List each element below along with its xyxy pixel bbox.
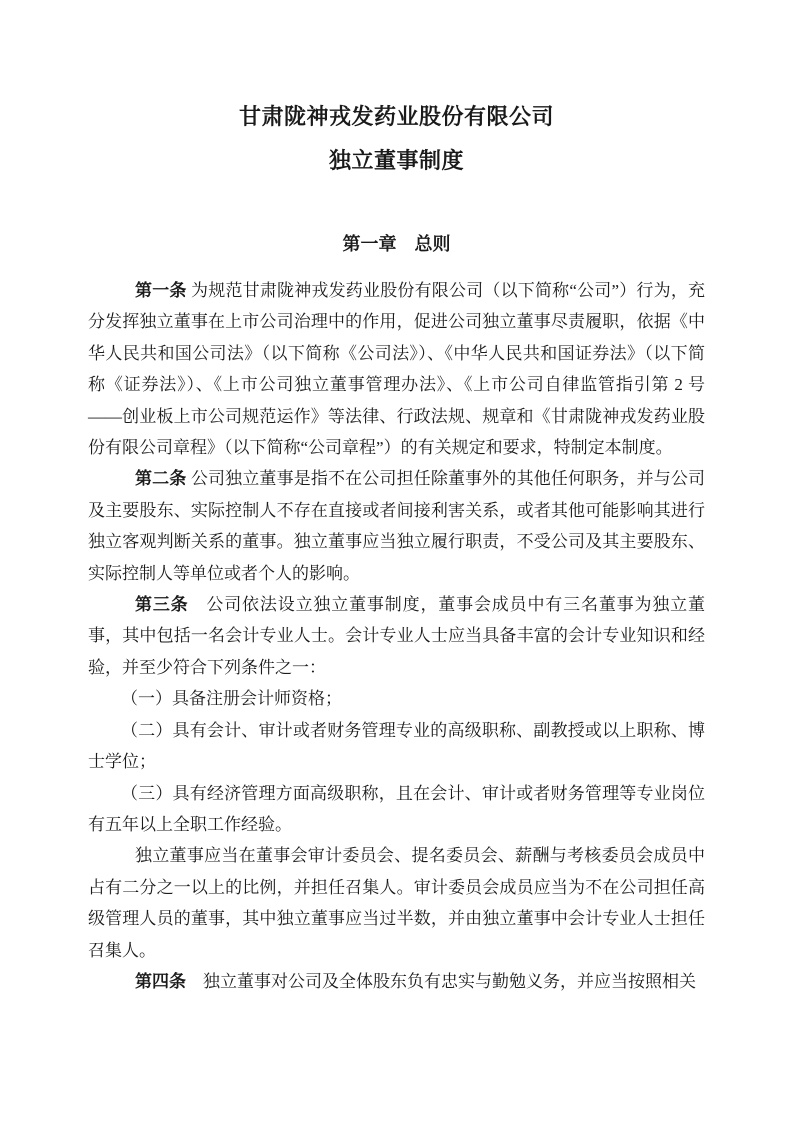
paragraph-text: 为规范甘肃陇神戎发药业股份有限公司（以下简称“公司”）行为，充分发挥独立董事在上市公司治理中的作用，促进公司独立董事尽责履职，依据《中华人民共和国公司法》（以下简称《公司法》）、《中华人民共和国证券法》（以下简称《证券法》）、《上市公司独立董事管理办法》、《上市公司自律监管指引第 2 号——创业板上市公司规范运作》等法律、行政法规、规章和《甘肃陇神戎发药业股份有限公司章程》（以下简称“公司章程”）的有关规定和要求，特制定本制度。 bbox=[88, 281, 706, 458]
article-paragraph bbox=[88, 463, 705, 589]
chapter-heading: 第一章 总则 bbox=[342, 234, 451, 254]
document-header bbox=[88, 0, 705, 183]
paragraph-text: （二）具有会计、审计或者财务管理专业的高级职称、副教授或以上职称、博士学位； bbox=[88, 720, 705, 772]
article-number-label: 第四条 bbox=[135, 971, 186, 991]
article-paragraph bbox=[88, 966, 705, 997]
article-paragraph bbox=[88, 275, 705, 463]
paragraph-text: 公司独立董事是指不在公司担任除董事外的其他任何职务，并与公司及主要股东、实际控制人不存在直接或者间接利害关系，或者其他可能影响其进行独立客观判断关系的董事。独立董事应当独立履行职责，不受公司及其主要股东、实际控制人等单位或者个人的影响。 bbox=[88, 469, 706, 583]
article-number-label: 第二条 bbox=[135, 469, 187, 489]
article-number-label: 第三条 bbox=[135, 595, 189, 615]
article-number-label: 第一条 bbox=[135, 281, 187, 300]
list-item-paragraph bbox=[88, 715, 705, 778]
article-paragraph bbox=[88, 589, 705, 683]
paragraph-text: （一）具备注册会计师资格； bbox=[121, 689, 342, 709]
paragraph-text: 独立董事对公司及全体股东负有忠实与勤勉义务，并应当按照相关 bbox=[203, 971, 696, 991]
list-item-paragraph bbox=[88, 778, 705, 841]
list-item-paragraph bbox=[88, 683, 705, 714]
paragraph-text: 公司依法设立独立董事制度，董事会成员中有三名董事为独立董事，其中包括一名会计专业人士。会计专业人士应当具备丰富的会计专业知识和经验，并至少符合下列条件之一： bbox=[88, 595, 706, 677]
document-title: 甘肃陇神戎发药业股份有限公司 bbox=[238, 104, 554, 129]
document-subtitle: 独立董事制度 bbox=[328, 148, 464, 173]
body-paragraph bbox=[88, 840, 705, 966]
paragraph-text: 独立董事应当在董事会审计委员会、提名委员会、薪酬与考核委员会成员中占有二分之一以上的比例，并担任召集人。审计委员会成员应当为不在公司担任高级管理人员的董事，其中独立董事应当过半数，并由独立董事中会计专业人士担任召集人。 bbox=[88, 846, 705, 960]
paragraph-text: （三）具有经济管理方面高级职称，且在会计、审计或者财务管理等专业岗位有五年以上全职工作经验。 bbox=[88, 783, 705, 834]
document-body bbox=[88, 275, 705, 997]
